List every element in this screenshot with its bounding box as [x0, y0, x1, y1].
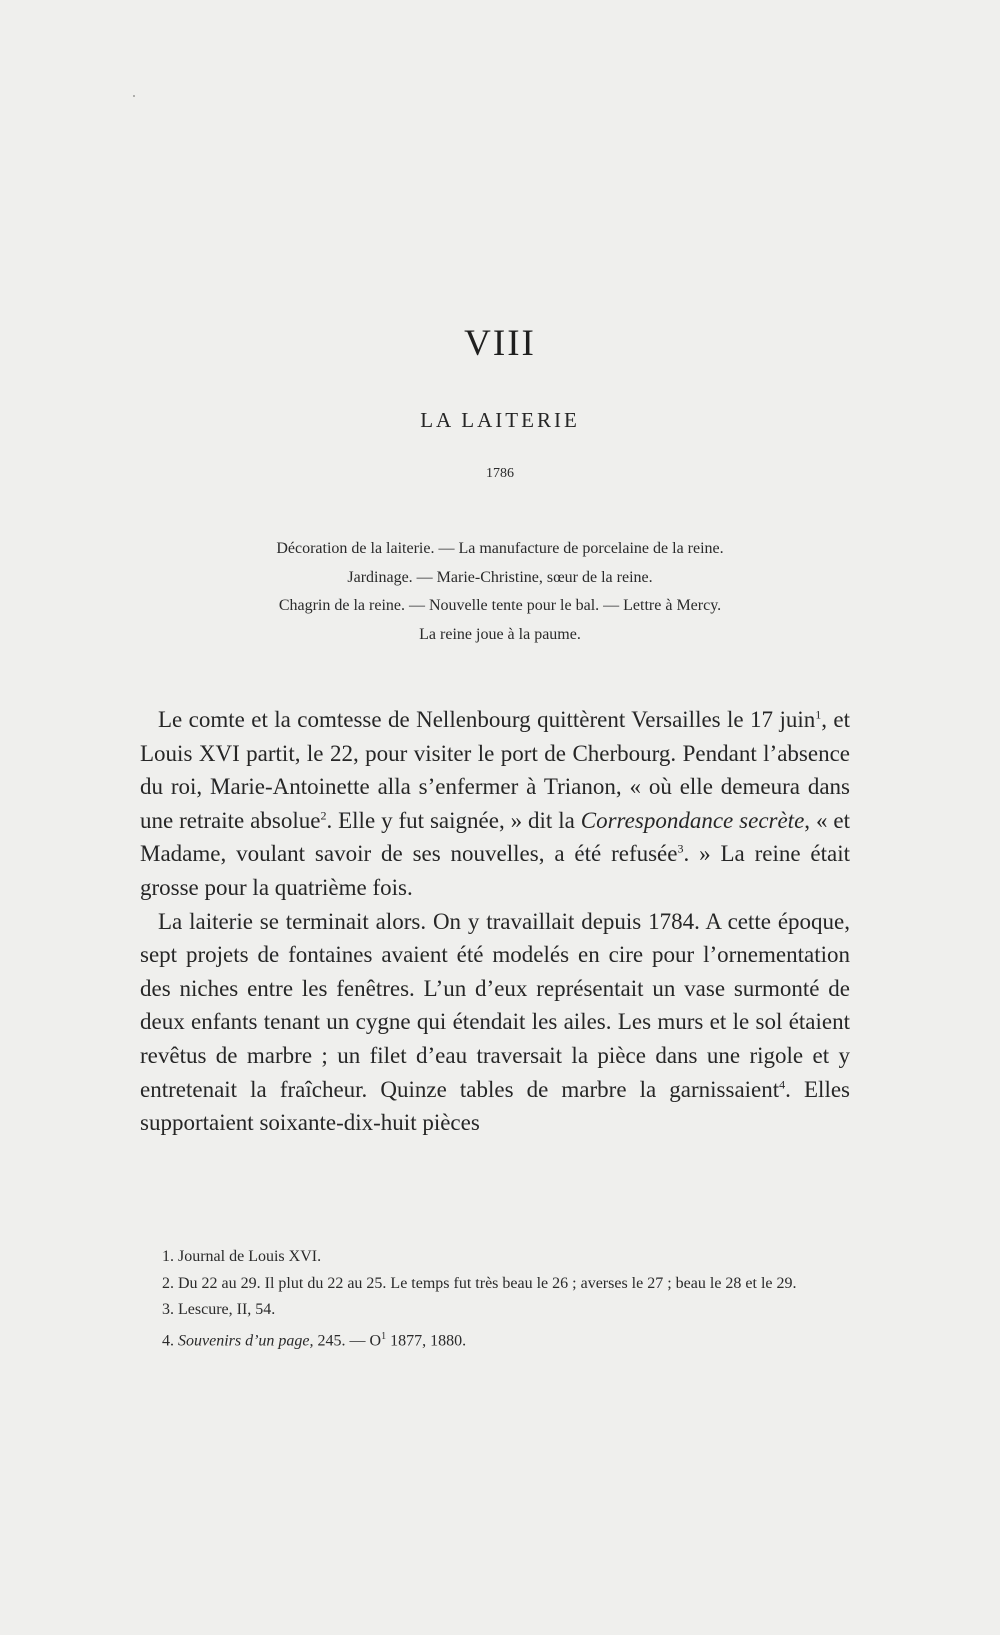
text-run: . Elles supportaient soixante-dix-huit pièces — [140, 1076, 850, 1136]
text-run: 4. — [162, 1331, 178, 1349]
chapter-year: 1786 — [486, 466, 514, 481]
footnote: 2. Du 22 au 29. Il plut du 22 au 25. Le temps fut très beau le 26 ; averses le 27 ; beau le 28 et le 29. — [162, 1274, 797, 1292]
footnotes — [140, 1244, 850, 1354]
italic-title: Souvenirs d’un page, — [178, 1331, 314, 1349]
superscript: 1 — [381, 1330, 387, 1342]
italic-title: Correspondance secrète — [580, 807, 805, 833]
text-run: La laiterie se terminait alors. On y travaillait depuis 1784. A cette époque, sept projets de fontaines avaient été modelés en cire pour l’ornementation des niches entre les fenêtres. L’un d’eux représentait un vase surmonté de deux enfants tenant un cygne qui étendait les ailes. Les murs et le sol étaient revêtus de marbre ; un filet d’eau traversait la pièce dans une rigole et y entretenait la fraîcheur. Quinze tables de marbre la garnissaient — [140, 908, 850, 1102]
summary-line: Jardinage. — Marie-Christine, sœur de la reine. — [347, 568, 653, 586]
text-run: , « et Madame, voulant savoir de ses nouvelles, a été refusée — [140, 807, 850, 867]
summary-line: Chagrin de la reine. — Nouvelle tente pour le bal. — Lettre à Mercy. — [278, 597, 722, 614]
text-run: Le comte et la comtesse de Nellenbourg quittèrent Versailles le 17 juin — [158, 707, 816, 732]
summary-line: Décoration de la laiterie. — La manufacture de porcelaine de la reine. — [276, 540, 724, 557]
chapter-number: VIII — [464, 323, 536, 364]
footnote-ref: 2 — [320, 808, 327, 823]
footnote: 1. Journal de Louis XVI. — [162, 1248, 322, 1265]
bleed-through — [140, 172, 860, 251]
text-run: 1877, 1880. — [386, 1331, 467, 1349]
footnote-ref: 1 — [815, 707, 822, 722]
footnote — [140, 1324, 850, 1355]
text-run: , et Louis XVI partit, le 22, pour visiter le port de Cherbourg. Pendant l’absence du roi, Marie-Antoinette alla s’enfermer à Trianon, « où elle demeura dans une retraite absolue — [140, 707, 850, 833]
footnote: 3. Lescure, II, 54. — [162, 1301, 276, 1318]
paragraph — [140, 905, 850, 1140]
footnote-ref: 3 — [677, 841, 684, 856]
paper-speck — [133, 95, 135, 97]
body-text — [140, 703, 850, 1140]
footnote-ref: 4 — [779, 1076, 786, 1091]
text-run: . Elle y fut saignée, » dit la — [326, 807, 581, 833]
chapter-title: LA LAITERIE — [420, 408, 580, 432]
text-run: 245. — O — [313, 1331, 382, 1349]
summary-line: La reine joue à la paume. — [419, 625, 581, 643]
chapter-summary — [0, 535, 1000, 649]
text-run: . » La reine était grosse pour la quatrième fois. — [140, 841, 850, 900]
paragraph — [140, 703, 850, 905]
